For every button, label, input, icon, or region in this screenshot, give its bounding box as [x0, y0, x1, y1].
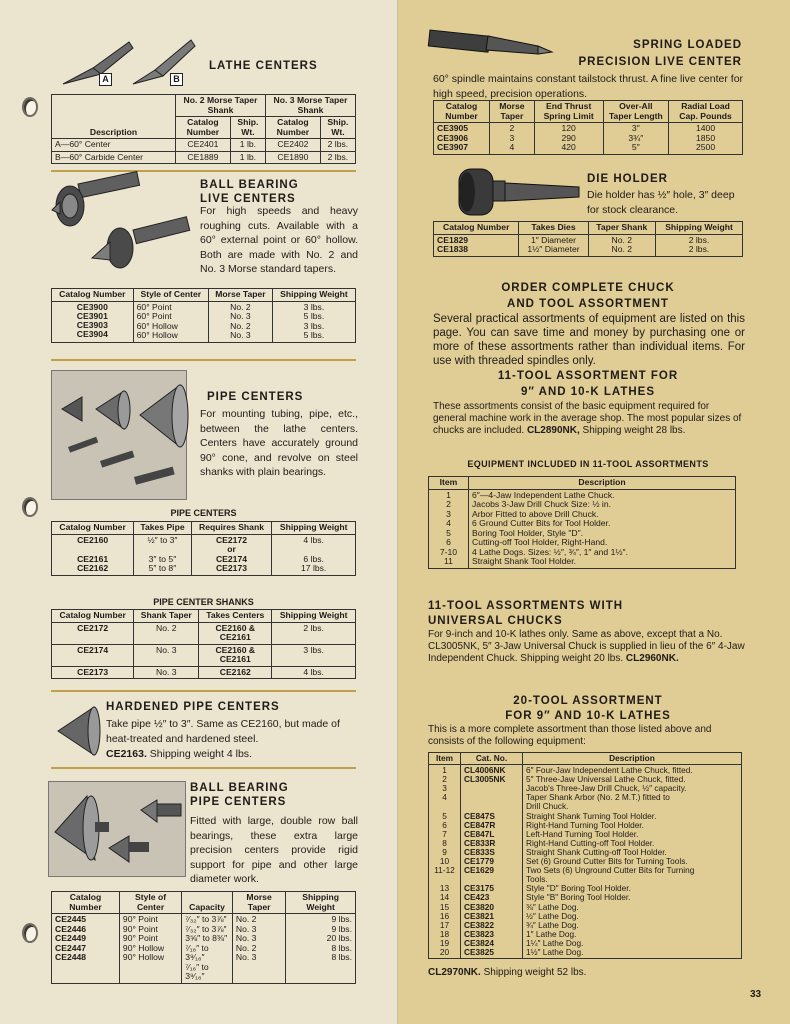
catalog-cell: CE3900 CE3901 CE3903 CE3904	[76, 301, 108, 340]
cell: No. 3	[134, 644, 199, 666]
col-header: Description	[52, 95, 176, 139]
divider	[51, 170, 356, 172]
table-row	[434, 123, 743, 155]
description-cell: 6″—4-Jaw Independent Lathe Chuck. Jacobs 3-Jaw Drill Chuck Size: ½ in. Arbor Fitted to above Drill Chuck. 6 Ground Cutter Bits for Tool Holder. Boring Tool Holder, Style "D". Cutting-off Tool Holder, Right-Hand. 4 Lathe Dogs. Sizes: ½″, ¾″, 1″ and 1½″. Straight Shank Tool Holder.	[469, 489, 736, 568]
col-header: Takes Pipe	[134, 522, 191, 535]
binder-hole	[22, 97, 38, 117]
catalog-cell: CE2160 CE2161 CE2162	[52, 534, 134, 575]
col-header: Morse Taper	[208, 289, 272, 302]
weight-cell: 9 lbs. 9 lbs. 20 lbs. 8 lbs. 8 lbs.	[286, 914, 356, 984]
divider	[51, 690, 356, 692]
col-header: Description	[469, 477, 736, 490]
col-header: Style of Center	[119, 892, 181, 914]
pipe-centers-table	[51, 521, 356, 576]
col-header: Over-All Taper Length	[603, 101, 669, 123]
col-header: Ship. Wt.	[230, 117, 265, 139]
table-row	[52, 644, 356, 666]
col-header: Takes Centers	[199, 610, 272, 623]
cell: 1 lb.	[230, 151, 265, 164]
eleven-title: 11-TOOL ASSORTMENT FOR 9″ AND 10-K LATHES	[497, 370, 679, 398]
die-holder-table	[433, 221, 743, 257]
catalog-cell: CE3905 CE3906 CE3907	[434, 123, 490, 155]
col-header: Radial Load Cap. Pounds	[669, 101, 743, 123]
table-row	[52, 622, 356, 644]
catalog-cell: CE1829 CE1838	[434, 234, 519, 256]
label-b: B	[170, 73, 183, 86]
universal-text: For 9-inch and 10-K lathes only. Same as above, except that a No. CL3005NK, 5″ 3-Jaw Universal Chuck is supplied in lieu of the 6″ 4-Jaw Independent Chuck. Shipping weight 20 lbs.	[428, 629, 745, 664]
pipe-centers-text: For mounting tubing, pipe, etc., between the lathe centers. Centers have accurately ground 90° cone, and revolve on steel shanks with plain bearings.	[200, 408, 358, 478]
table-row	[434, 234, 743, 256]
col-header: Style of Center	[133, 289, 208, 302]
divider	[51, 767, 356, 769]
col-header: Shipping Weight	[272, 522, 356, 535]
cell: 2 lbs.	[320, 151, 355, 164]
spring-text: 60° spindle maintains constant tailstock thrust. A fine live center for high speed, precision operations.	[433, 73, 744, 100]
cell: CE1889	[176, 151, 231, 164]
pipe-center-shanks-table	[51, 609, 356, 679]
ball-live-table	[51, 288, 356, 343]
page-number: 33	[750, 989, 762, 1000]
table-row	[52, 151, 356, 164]
twenty-table	[428, 752, 742, 959]
ball-pipe-table	[51, 891, 356, 984]
style-cell: 90° Point 90° Point 90° Point 90° Hollow 90° Hollow	[119, 914, 181, 984]
style-cell: 60° Point 60° Point 60° Hollow 60° Hollow	[133, 301, 208, 342]
cell: CE2402	[265, 139, 320, 152]
twenty-title: 20-TOOL ASSORTMENT FOR 9″ AND 10-K LATHES	[505, 695, 671, 722]
weight-cell: 4 lbs. 6 lbs. 17 lbs.	[272, 534, 356, 575]
table-row	[52, 914, 356, 984]
die-holder-illustration	[453, 165, 583, 219]
shank-cell: No. 2 No. 2	[588, 234, 656, 256]
item-cell: 1 2 3 4 5 6 7 8 9 10 11-12 13 14 15 16 17 18 19 20	[429, 765, 461, 959]
universal-title: 11-TOOL ASSORTMENTS WITH UNIVERSAL CHUCKS	[428, 600, 624, 627]
col-group-header: No. 2 Morse Taper Shank	[176, 95, 266, 117]
col-header: Catalog Number	[52, 289, 134, 302]
length-cell: 3″ 3¾″ 5″	[603, 123, 669, 155]
table-row	[52, 139, 356, 152]
col-header: Catalog Number	[52, 610, 134, 623]
col-header: Takes Dies	[519, 222, 588, 235]
col-header: Capacity	[182, 892, 233, 914]
col-group-header: No. 3 Morse Taper Shank	[265, 95, 355, 117]
shank-cell: CE2172 or CE2174 CE2173	[191, 534, 272, 575]
twenty-text: This is a more complete assortment than those listed above and consists of the following equipment:	[428, 724, 712, 747]
load-cell: 1400 1850 2500	[669, 123, 743, 155]
eleven-text: These assortments consist of the basic equipment required for general machine work in the average shop. The most popular sizes of chucks are included.	[433, 401, 742, 436]
hardened-footer	[106, 747, 252, 762]
ball-pipe-text: Fitted with large, double row ball bearings, these extra large precision centers provide rigid support for pipe and other large diameter work.	[190, 815, 358, 885]
dies-cell: 1″ Diameter 1½″ Diameter	[519, 234, 588, 256]
cell: 2 lbs.	[320, 139, 355, 152]
ball-pipe-title: BALL BEARING PIPE CENTERS	[190, 782, 289, 808]
cell: CE2401	[176, 139, 231, 152]
cell: 2 lbs.	[272, 622, 356, 644]
cell: B—60° Carbide Center	[52, 151, 176, 164]
hardened-title: HARDENED PIPE CENTERS	[106, 701, 280, 713]
cell: CE2160 & CE2161	[199, 644, 272, 666]
spring-table	[433, 100, 743, 155]
right-column	[398, 0, 790, 1024]
col-header: Ship. Wt.	[320, 117, 355, 139]
spring-loaded-center-illustration	[426, 24, 556, 64]
binder-hole	[22, 497, 38, 517]
cell: No. 2	[134, 622, 199, 644]
weight-cell: 2 lbs. 2 lbs.	[656, 234, 743, 256]
cell: CE2173	[52, 666, 134, 679]
weight-cell: 3 lbs. 5 lbs. 3 lbs. 5 lbs.	[272, 301, 355, 342]
col-header: Catalog Number	[265, 117, 320, 139]
col-header: Cat. No.	[461, 753, 523, 765]
col-header: Morse Taper	[232, 892, 285, 914]
spring-title: SPRING LOADED PRECISION LIVE CENTER	[578, 39, 742, 68]
thrust-cell: 120 290 420	[534, 123, 603, 155]
cell: CE1890	[265, 151, 320, 164]
eleven-weight: Shipping weight 28 lbs.	[582, 425, 686, 436]
equipment-table	[428, 476, 736, 569]
col-header: Catalog Number	[52, 892, 120, 914]
col-header: Description	[523, 753, 742, 765]
cell: 3 lbs.	[272, 644, 356, 666]
universal-catalog: CL2960NK.	[625, 653, 679, 664]
cell: 1 lb.	[230, 139, 265, 152]
col-header: Taper Shank	[588, 222, 656, 235]
col-header: Catalog Number	[434, 101, 490, 123]
col-header: End Thrust Spring Limit	[534, 101, 603, 123]
hardened-pipe-center-illustration	[56, 703, 104, 759]
label-a: A	[99, 73, 112, 86]
universal-text-block	[428, 629, 746, 665]
col-header: Requires Shank	[191, 522, 272, 535]
catalog-cell: CL4006NK CL3005NK CE847S CE847R CE847L CE833R CE833S CE1779 CE1629 CE3175 CE423 CE3820 CE3821 CE3822 CE3823 CE3824 CE3825	[461, 765, 523, 959]
item-cell: 1 2 3 4 5 6 7-10 11	[429, 489, 469, 568]
lathe-centers-table	[51, 94, 356, 164]
col-header: Shipping Weight	[272, 289, 355, 302]
ball-live-text: For high speeds and heavy roughing cuts. Available with a 60° external point or 60° hollow. Both are made with No. 2 and No. 3 Morse standard tapers.	[200, 205, 358, 275]
cell: No. 3	[134, 666, 199, 679]
divider	[51, 359, 356, 361]
table-row	[52, 534, 356, 575]
order-title: ORDER COMPLETE CHUCK AND TOOL ASSORTMENT	[501, 282, 675, 310]
col-header: Shipping Weight	[656, 222, 743, 235]
cell: CE2174	[52, 644, 134, 666]
eleven-text-block	[433, 401, 745, 437]
pipe-cell: ½″ to 3″ 3″ to 5″ 5″ to 8″	[134, 534, 191, 575]
table-row	[429, 489, 736, 568]
twenty-catalog: CL2970NK.	[428, 967, 481, 978]
ball-bearing-centers-illustration	[48, 178, 198, 283]
taper-cell: No. 2 No. 3 No. 3 No. 2 No. 3	[232, 914, 285, 984]
pipe-centers-title: PIPE CENTERS	[207, 391, 304, 403]
col-header: Item	[429, 477, 469, 490]
eleven-catalog: CL2890NK,	[526, 425, 580, 436]
col-header: Shipping Weight	[272, 610, 356, 623]
col-header: Shank Taper	[134, 610, 199, 623]
col-header: Catalog Number	[434, 222, 519, 235]
table-row	[429, 765, 742, 959]
table-row	[52, 301, 356, 342]
taper-cell: No. 2 No. 3 No. 2 No. 3	[208, 301, 272, 342]
taper-cell: 2 3 4	[490, 123, 535, 155]
twenty-weight: Shipping weight 52 lbs.	[483, 967, 587, 978]
cell: 4 lbs.	[272, 666, 356, 679]
lathe-centers-title: LATHE CENTERS	[209, 60, 318, 72]
equipment-title: EQUIPMENT INCLUDED IN 11-TOOL ASSORTMENTS	[467, 459, 709, 469]
col-header: Catalog Number	[176, 117, 231, 139]
catalog-cell: CE2445 CE2446 CE2449 CE2447 CE2448	[52, 914, 120, 984]
ball-live-title: BALL BEARING LIVE CENTERS	[200, 179, 299, 205]
col-header: Catalog Number	[52, 522, 134, 535]
col-header: Item	[429, 753, 461, 765]
ball-pipe-centers-photo	[48, 781, 186, 877]
table-row	[52, 666, 356, 679]
pipe-centers-drawing	[52, 371, 188, 501]
description-cell: 6″ Four-Jaw Independent Lathe Chuck, fitted. 5″ Three-Jaw Universal Lathe Chuck, fitted. Jacob's Three-Jaw Drill Chuck, ½″ capacity. Taper Shank Arbor (No. 2 M.T.) fitted to Drill Chuck. Straight Shank Turning Tool Holder. Right-Hand Turning Tool Holder. Left-Hand Turning Tool Holder. Right-Hand Cutting-off Tool Holder. Straight Shank Cutting-off Tool Holder. Set (6) Ground Cutter Bits for Turning Tools. Two Sets (6) Unground Cutter Bits for Turning Tools. Style "D" Boring Tool Holder. Style "B" Boring Tool Holder. ⅜″ Lathe Dog. ½″ Lathe Dog. ¾″ Lathe Dog. 1″ Lathe Dog. 1¼″ Lathe Dog. 1½″ Lathe Dog.	[523, 765, 742, 959]
cell: A—60° Center	[52, 139, 176, 152]
col-header: Morse Taper	[490, 101, 535, 123]
pipe-center-shanks-title: PIPE CENTER SHANKS	[153, 597, 254, 607]
hardened-text: Take pipe ½″ to 3″. Same as CE2160, but made of heat-treated and hardened steel.	[106, 718, 340, 745]
hardened-catalog: CE2163.	[106, 748, 147, 760]
binder-hole	[22, 923, 38, 943]
cell: CE2172	[52, 622, 134, 644]
capacity-cell: ⁷⁄₃₂″ to 3⅞″ ⁷⁄₃₂″ to 3⅞″ 3⅝″ to 8⅜″ ⁷⁄₁₆″ to 3⁹⁄₁₆″ ⁷⁄₁₆″ to 3⁹⁄₁₆″	[182, 914, 233, 984]
die-holder-text: Die holder has ½″ hole, 3″ deep for stock clearance.	[587, 189, 735, 216]
cell: CE2162	[199, 666, 272, 679]
die-holder-title: DIE HOLDER	[587, 173, 668, 185]
order-text: Several practical assortments of equipment are listed on this page. You can save time and money by purchasing one or more of these assortments rather than individual items. For use with threaded spindles only.	[433, 313, 745, 367]
pipe-centers-table-title: PIPE CENTERS	[170, 508, 237, 518]
col-header: Shipping Weight	[286, 892, 356, 914]
pipe-centers-photo	[51, 370, 187, 500]
cell: CE2160 & CE2161	[199, 622, 272, 644]
hardened-weight: Shipping weight 4 lbs.	[149, 748, 252, 760]
twenty-footer	[428, 966, 586, 981]
ball-pipe-centers-drawing	[49, 782, 187, 878]
